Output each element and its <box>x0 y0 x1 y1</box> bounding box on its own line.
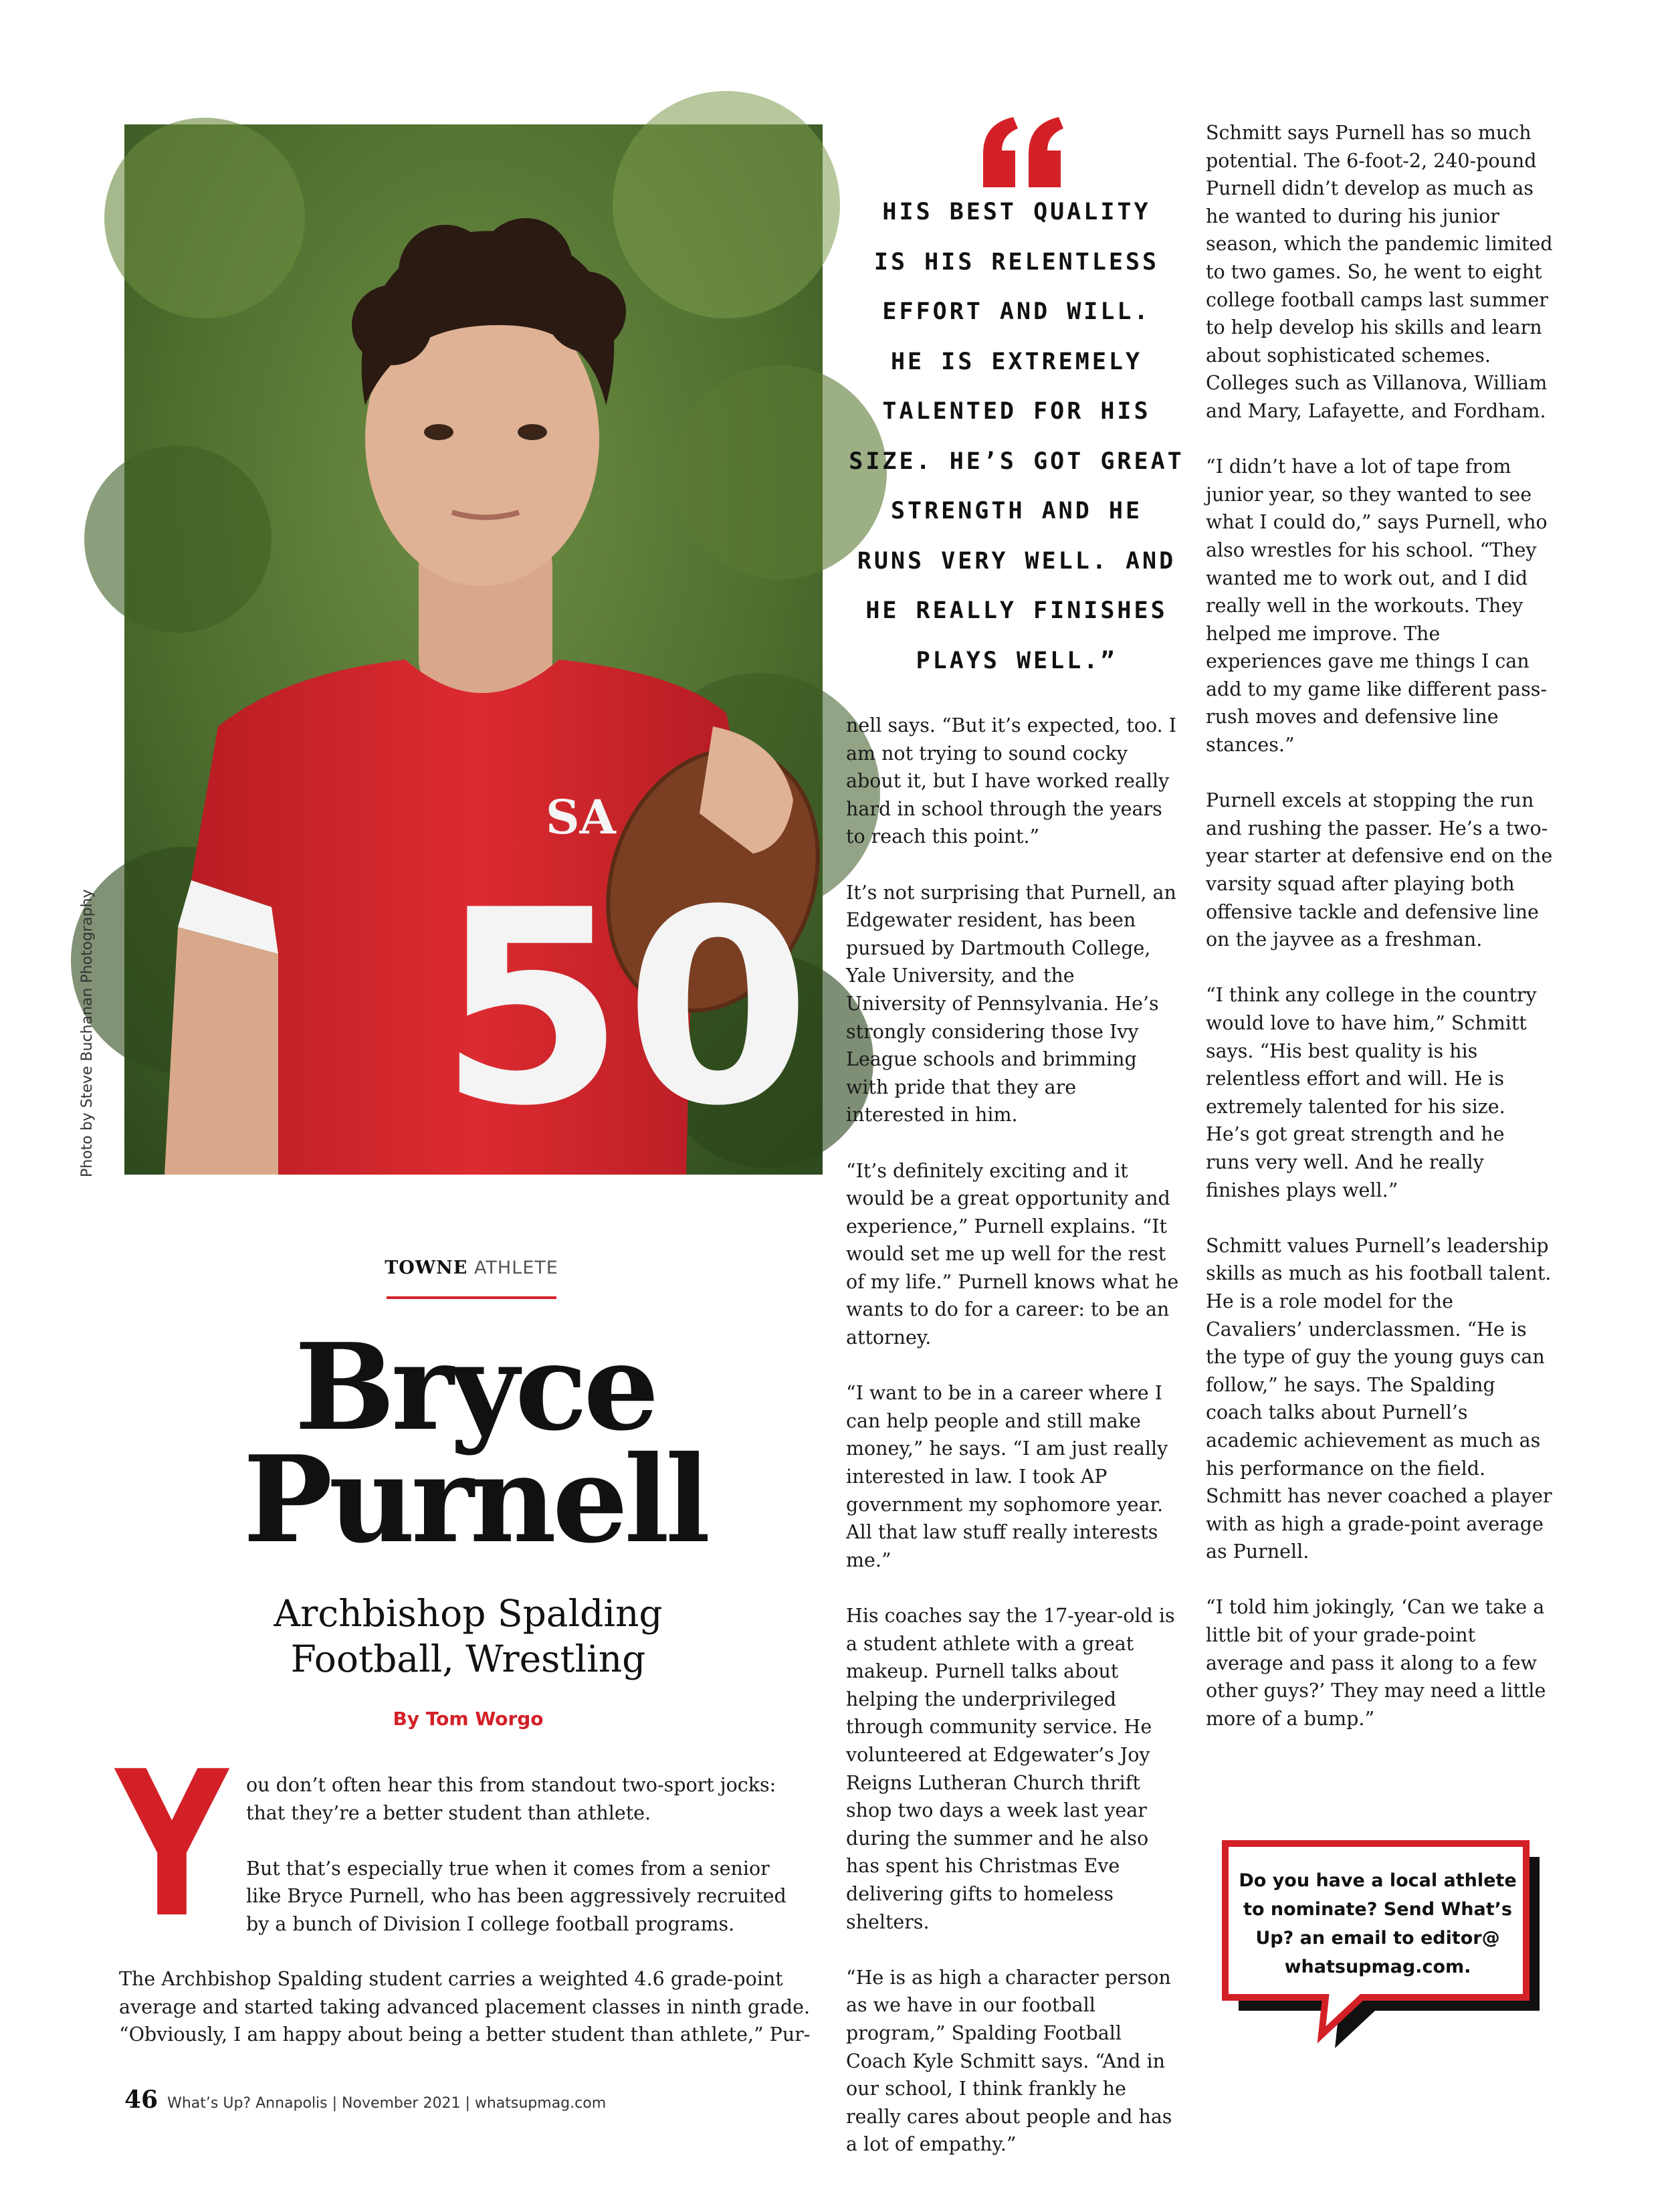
quote-mark-icon <box>976 114 1070 194</box>
section-tag-rule <box>387 1296 556 1299</box>
headline-line-2: Purnell <box>243 1429 707 1569</box>
publication-info: What’s Up? Annapolis | November 2021 | whatsupmag.com <box>167 2095 607 2112</box>
pull-quote-line: SIZE. HE’S GOT GREAT <box>849 448 1184 475</box>
headline <box>201 1317 749 1569</box>
subhead-line-1: Archbishop Spalding <box>274 1592 663 1635</box>
drop-cap-letter: Y <box>113 1728 230 1962</box>
drop-cap <box>113 1728 230 1962</box>
pull-quote <box>843 187 1190 686</box>
intro-column <box>246 1771 808 1966</box>
paragraph: “It’s definitely exciting and it would be a great opportunity and experience,” Purnell explains. “It would set me up well for the rest of my life.” Purnell knows what he wants to do for a career: to be an attorney. <box>846 1159 1179 1349</box>
paragraph: “I didn’t have a lot of tape from junior year, so they wanted to see what I could do,” says Purnell, who also wrestles for his school. “They wanted me to work out, and I did really well in the workouts. They helped me improve. The experiences gave me things I can add to my game like different pass-rush moves and defensive line stances.” <box>1206 456 1548 757</box>
folio <box>124 2086 606 2114</box>
athlete-photo <box>124 124 823 1175</box>
svg-text:SA: SA <box>546 789 616 845</box>
subhead <box>201 1591 736 1682</box>
photo-credit: Photo by Steve Buchanan Photography <box>79 889 96 1177</box>
callout-text: Do you have a local athlete to nominate? Send What’s Up? an email to editor@ whatsupmag.com. <box>1239 1870 1517 1977</box>
headline-line-1: Bryce <box>294 1317 655 1457</box>
paragraph: Schmitt says Purnell has so much potential. The 6-foot-2, 240-pound Purnell didn’t develop as much as he wanted to during his junior season, which the pandemic limited to two games. So, he went to eight college football camps last summer to help develop his skills and learn about sophisticated schemes. Colleges such as Villanova, William and Mary, Lafayette, and Fordham. <box>1206 122 1553 422</box>
paragraph: “I told him jokingly, ‘Can we take a little bit of your grade-point average and pass it along to a few other guys?’ They may need a little more of a bump.” <box>1206 1596 1546 1730</box>
paragraph: It’s not surprising that Purnell, an Edgewater resident, has been pursued by Dartmouth College, Yale University, and the University of Pennsylvania. He’s strongly considering those Ivy League schools and brimming with pride that they are interested in him. <box>846 881 1176 1126</box>
paragraph: His coaches say the 17-year-old is a student athlete with a great makeup. Purnell talks about helping the underprivileged through community service. He volunteered at Edgewater’s Joy Reigns Lutheran Church thrift shop two days a week last year during the summer and he also has spent his Christmas Eve delivering gifts to homeless shelters. <box>846 1605 1175 1933</box>
paragraph: “I want to be in a career where I can help people and still make money,” he says. “I am just really interested in law. I took AP government my sophomore year. All that law stuff really interests me.” <box>846 1382 1168 1571</box>
column-3 <box>1206 119 1554 1761</box>
jersey-number: 50 <box>439 854 811 1165</box>
section-tag-athlete: ATHLETE <box>474 1258 558 1278</box>
pull-quote-line: PLAYS WELL.” <box>916 647 1118 674</box>
paragraph: Purnell excels at stopping the run and rushing the passer. He’s a two-year starter at defensive end on the varsity squad after playing both offensive tackle and defensive line on the jayvee as a freshman. <box>1206 789 1553 951</box>
column-2 <box>846 712 1180 2186</box>
section-tag <box>385 1258 558 1278</box>
pull-quote-line: HE IS EXTREMELY <box>890 348 1143 375</box>
pull-quote-line: TALENTED FOR HIS <box>882 398 1151 425</box>
pull-quote-line: STRENGTH AND HE <box>890 498 1143 524</box>
paragraph: Schmitt values Purnell’s leadership skills as much as his football talent. He is a role model for the Cavaliers’ underclassmen. “He is the type of guy the young guys can follow,” he says. The Spalding coach talks about Purnell’s academic achievement as much as his performance on the field. Schmitt has never coached a player with as high a grade-point average as Purnell. <box>1206 1234 1552 1563</box>
paragraph: nell says. “But it’s expected, too. I am not trying to sound cocky about it, but I have worked really hard in school through the years to reach this point.” <box>846 714 1177 848</box>
subhead-line-2: Football, Wrestling <box>290 1637 646 1680</box>
pull-quote-line: HIS BEST QUALITY <box>882 199 1151 225</box>
paragraph: “He is as high a character person as we have in our football program,” Spalding Football Coach Kyle Schmitt says. “And in our school, I think frankly he really cares about people and has a lot of empathy.” <box>846 1966 1172 2156</box>
pull-quote-line: IS HIS RELENTLESS <box>873 248 1160 276</box>
section-tag-towne: TOWNE <box>385 1258 468 1278</box>
paragraph: “I think any college in the country would love to have him,” Schmitt says. “His best quality is his relentless effort and will. He is extremely talented for his size. He’s got great strength and he runs very well. And he really finishes plays well.” <box>1206 984 1537 1201</box>
pull-quote-line: EFFORT AND WILL. <box>882 298 1151 325</box>
column-1-continued <box>119 1965 821 2076</box>
paragraph: But that’s especially true when it comes from a senior like Bryce Purnell, who has been aggressively recruited by a bunch of Division I college football programs. <box>246 1857 786 1935</box>
page-number: 46 <box>124 2086 159 2114</box>
pull-quote-line: RUNS VERY WELL. AND <box>857 547 1176 575</box>
paragraph: The Archbishop Spalding student carries a weighted 4.6 grade-point average and started taking advanced placement classes in ninth grade. “Obviously, I am happy about being a better student than athlete,” Pur- <box>119 1968 811 2046</box>
athlete-photo-illustration <box>124 124 823 1175</box>
byline: By Tom Worgo <box>393 1708 544 1730</box>
paragraph: ou don’t often hear this from standout two-sport jocks: that they’re a better student than athlete. <box>246 1774 776 1824</box>
pull-quote-line: HE REALLY FINISHES <box>865 597 1168 624</box>
